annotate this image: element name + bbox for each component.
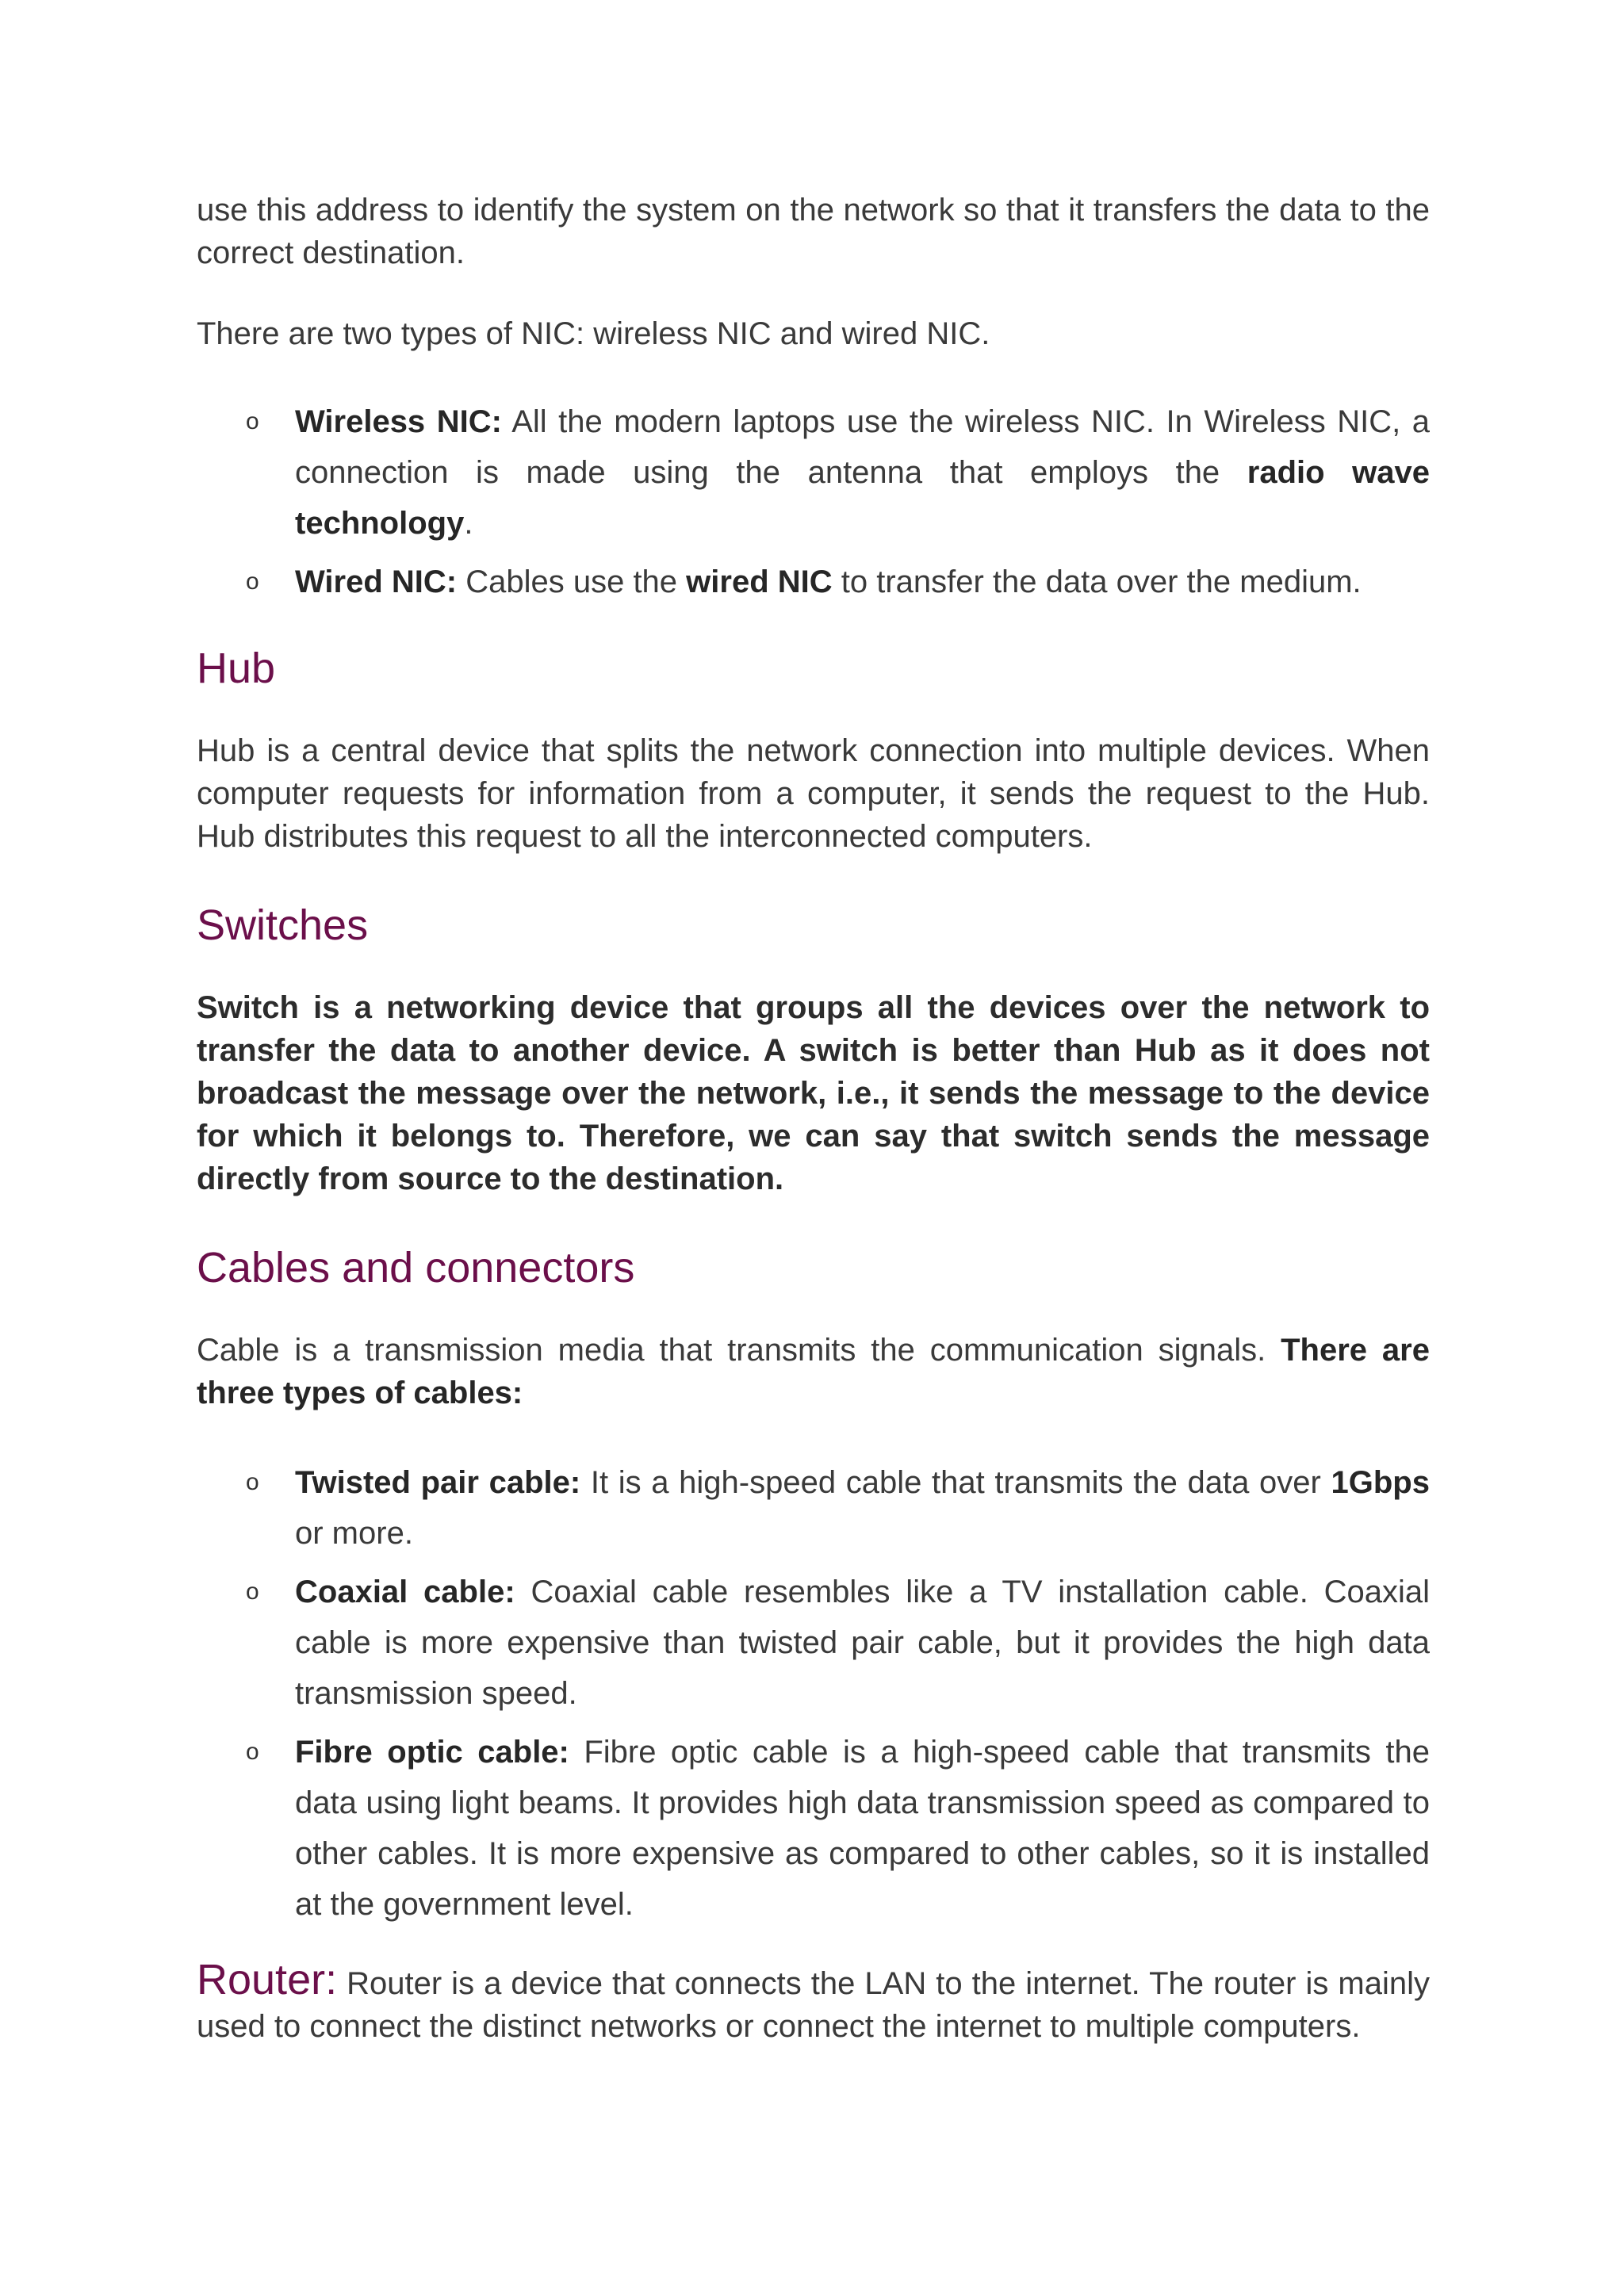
hub-body: Hub is a central device that splits the network connection into multiple devices. When computer requests for information from a computer, it sends the request to the Hub. Hub distributes this request to all the interconnected computers. (197, 733, 1430, 854)
list-item-text-end: or more. (295, 1516, 413, 1551)
cables-list (197, 1457, 1430, 1930)
list-item-bold: wired NIC (686, 564, 833, 599)
list-item-term: Wired NIC: (295, 564, 458, 599)
cables-intro-text: Cable is a transmission media that transmits the communication signals. (197, 1333, 1281, 1368)
list-item-text: All the modern laptops use the wireless NIC. In Wireless NIC, a connection is made using the antenna that employs the (295, 404, 1431, 490)
bullet-glyph: o (246, 408, 259, 434)
router-body: Router is a device that connects the LAN to the internet. The router is mainly used to connect the distinct networks or connect the internet to multiple computers. (197, 1966, 1430, 2044)
bullet-glyph: o (246, 568, 259, 595)
list-item-term: Wireless NIC: (295, 404, 502, 439)
list-item (197, 396, 1430, 549)
switches-body: Switch is a networking device that groups all the devices over the network to transfer the data to another device. A switch is better than Hub as it does not broadcast the message over the network, i.e., it sends the message to the device for which it belongs to. Therefore, we can say that switch sends the message directly from source to the destination. (197, 990, 1430, 1196)
nic-types-sentence: There are two types of NIC: wireless NIC and wired NIC. (197, 316, 990, 351)
bullet-glyph: o (246, 1578, 259, 1605)
cables-heading: Cables and connectors (197, 1244, 635, 1292)
list-item (197, 1457, 1430, 1559)
list-item-text-end: to transfer the data over the medium. (832, 564, 1362, 599)
list-item-term: Fibre optic cable: (295, 1735, 569, 1770)
list-item (197, 1567, 1430, 1719)
list-item-text: Coaxial cable resembles like a TV installation cable. Coaxial cable is more expensive than twisted pair cable, but it provides the high data transmission speed. (295, 1575, 1430, 1711)
list-item-text: It is a high-speed cable that transmits the data over (580, 1465, 1331, 1500)
switches-heading: Switches (197, 901, 369, 949)
list-item-bold: 1Gbps (1331, 1465, 1430, 1500)
list-item (197, 557, 1430, 607)
cables-intro (197, 1329, 1430, 1414)
router-heading: Router: (197, 1956, 338, 2003)
intro-continuation: use this address to identify the system on the network so that it transfers the data to the correct destination. (197, 193, 1430, 270)
list-item-text: Fibre optic cable is a high-speed cable that transmits the data using light beams. It provides high data transmission speed as compared to other cables. It is more expensive as compared to other cables, so it is installed at the government level. (295, 1735, 1431, 1922)
cables-intro-bold: There are three types of cables: (197, 1333, 1430, 1410)
list-item (197, 1727, 1430, 1930)
bullet-glyph: o (246, 1739, 259, 1765)
bullet-glyph: o (246, 1469, 259, 1495)
list-item-term: Coaxial cable: (295, 1575, 515, 1609)
list-item-text-end: . (464, 506, 473, 541)
list-item-text: Cables use the (457, 564, 687, 599)
nic-list (197, 396, 1430, 607)
hub-heading: Hub (197, 645, 276, 692)
router-paragraph (197, 1958, 1430, 2048)
list-item-bold: radio wave technology (295, 455, 1430, 541)
document-page (197, 189, 1430, 2048)
list-item-term: Twisted pair cable: (295, 1465, 581, 1500)
